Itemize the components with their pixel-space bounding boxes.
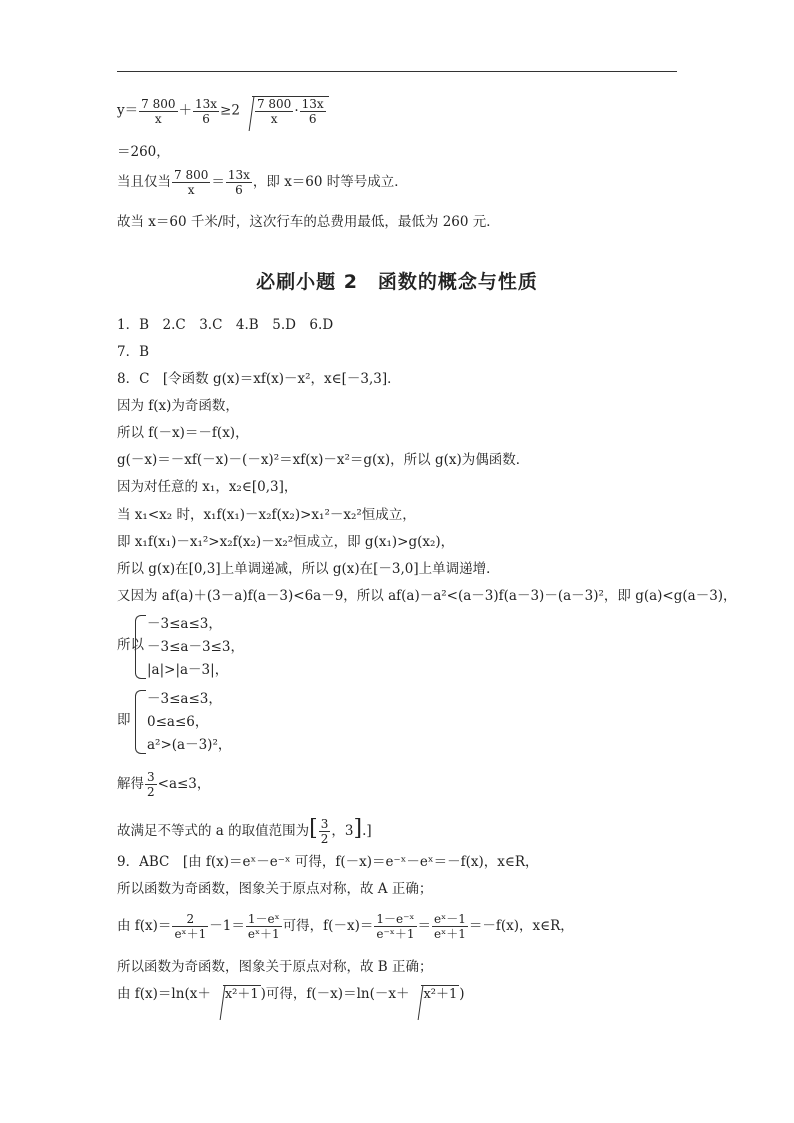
solution-line: 又因为 af(a)＋(3－a)f(a－3)<6a－9，所以 af(a)－a²<(a－3)f(a－3)－(a－3)²，即 g(a)<g(a－3)， [117, 588, 737, 604]
section-title: 必刷小题 2 函数的概念与性质 [256, 271, 538, 293]
left-brace [135, 615, 146, 679]
solution-line: 所以 g(x)在[0,3]上单调递减，所以 g(x)在[－3,0]上单调递增． [117, 561, 500, 577]
square-root: $\frac{7 800}{x}$ · $\frac{13x}{6}$ [252, 96, 329, 126]
fraction: $\frac{3}{2}$ [147, 770, 155, 799]
square-root: x²＋1 [423, 987, 458, 1002]
solution-line: 所以 f(－x)＝－f(x)， [117, 425, 249, 441]
solution-line: 因为 f(x)为奇函数， [117, 398, 239, 414]
equality-condition-line: 当且仅当 $\frac{7 800}{x}$ ＝ $\frac{13x}{6}$ ，即 x＝60 时等号成立． [117, 168, 408, 197]
system-label: 所以 [117, 637, 144, 653]
fraction: $\frac{\text{1－e⁻ˣ}}{\text{e⁻ˣ＋1}}$ [376, 912, 415, 941]
solution-line: 8．C [令函数 g(x)＝xf(x)－x²，x∈[－3,3]． [117, 371, 401, 387]
fraction: $\frac{3}{2}$ [320, 817, 329, 846]
eq-left: y＝ [117, 102, 139, 119]
fraction: $\frac{13x}{6}$ [195, 96, 218, 126]
left-brace [135, 690, 146, 754]
fraction: $\frac{7 800}{x}$ [174, 168, 209, 197]
solution-line: g(－x)＝－xf(－x)－(－x)²＝xf(x)－x²＝g(x)，所以 g(x)为偶函数． [117, 452, 530, 468]
fraction: $\frac{\text{eˣ－1}}{\text{eˣ＋1}}$ [434, 912, 466, 941]
inequality-system: －3≤a≤3， 0≤a≤6， a²>(a－3)²， [147, 691, 232, 753]
fraction-line: 由 f(x)＝ $\frac{2}{\text{eˣ＋1}}$ －1＝ $\frac{\text{1－eˣ}}{\text{eˣ＋1}}$ 可得，f(－x)＝ $\frac{\text{1－e⁻ˣ}}{\text{e⁻ˣ＋1}}$ ＝ $\frac{\text{eˣ－1}}{\text{eˣ＋1}}$ ＝－f(x)，x∈R， [117, 912, 574, 941]
answer-line: 1．B 2.C 3.C 4.B 5.D 6.D [117, 317, 334, 333]
fraction: $\frac{13x}{6}$ [227, 168, 250, 197]
fraction: $\frac{2}{\text{eˣ＋1}}$ [174, 912, 207, 941]
solution-line: 所以函数为奇函数，图象关于原点对称，故 B 正确； [117, 959, 433, 975]
solve-line: 解得 $\frac{3}{2}$ <a≤3， [117, 770, 211, 799]
solution-line: 即 x₁f(x₁)－x₁²>x₂f(x₂)－x₂²恒成立，即 g(x₁)>g(x₂)， [117, 534, 455, 550]
result-line: ＝260， [117, 144, 170, 160]
fraction: $\frac{\text{1－eˣ}}{\text{eˣ＋1}}$ [247, 912, 280, 941]
inequality-system: －3≤a≤3， －3≤a－3≤3， |a|>|a－3|， [147, 616, 244, 678]
conclusion-line: 故当 x＝60 千米/时，这次行车的总费用最低，最低为 260 元． [117, 214, 500, 230]
system-label: 即 [117, 712, 131, 728]
solution-line: 所以函数为奇函数，图象关于原点对称，故 A 正确； [117, 881, 433, 897]
answer-line: 7．B [117, 344, 150, 360]
solution-line: 因为对任意的 x₁，x₂∈[0,3]， [117, 479, 298, 495]
range-line: 故满足不等式的 a 的取值范围为[ $\frac{3}{2}$ ，3].] [117, 816, 372, 846]
inequality-line: y＝ $\frac{7 800}{x}$ ＋ $\frac{13x}{6}$ ≥2 $\frac{7 800}{x}$ · $\frac{13x}{6}$ [117, 96, 329, 126]
log-line: 由 f(x)＝ln(x＋ x²＋1 )可得，f(－x)＝ln(－x＋ x²＋1 ) [117, 986, 465, 1002]
square-root: x²＋1 [224, 987, 259, 1002]
header-rule [117, 71, 677, 72]
solution-line: 当 x₁<x₂ 时，x₁f(x₁)－x₂f(x₂)>x₁²－x₂²恒成立， [117, 507, 416, 523]
fraction: $\frac{7 800}{x}$ [141, 96, 176, 126]
solution-line: 9．ABC [由 f(x)＝eˣ－e⁻ˣ 可得，f(－x)＝e⁻ˣ－eˣ＝－f(x)，x∈R， [117, 854, 539, 870]
